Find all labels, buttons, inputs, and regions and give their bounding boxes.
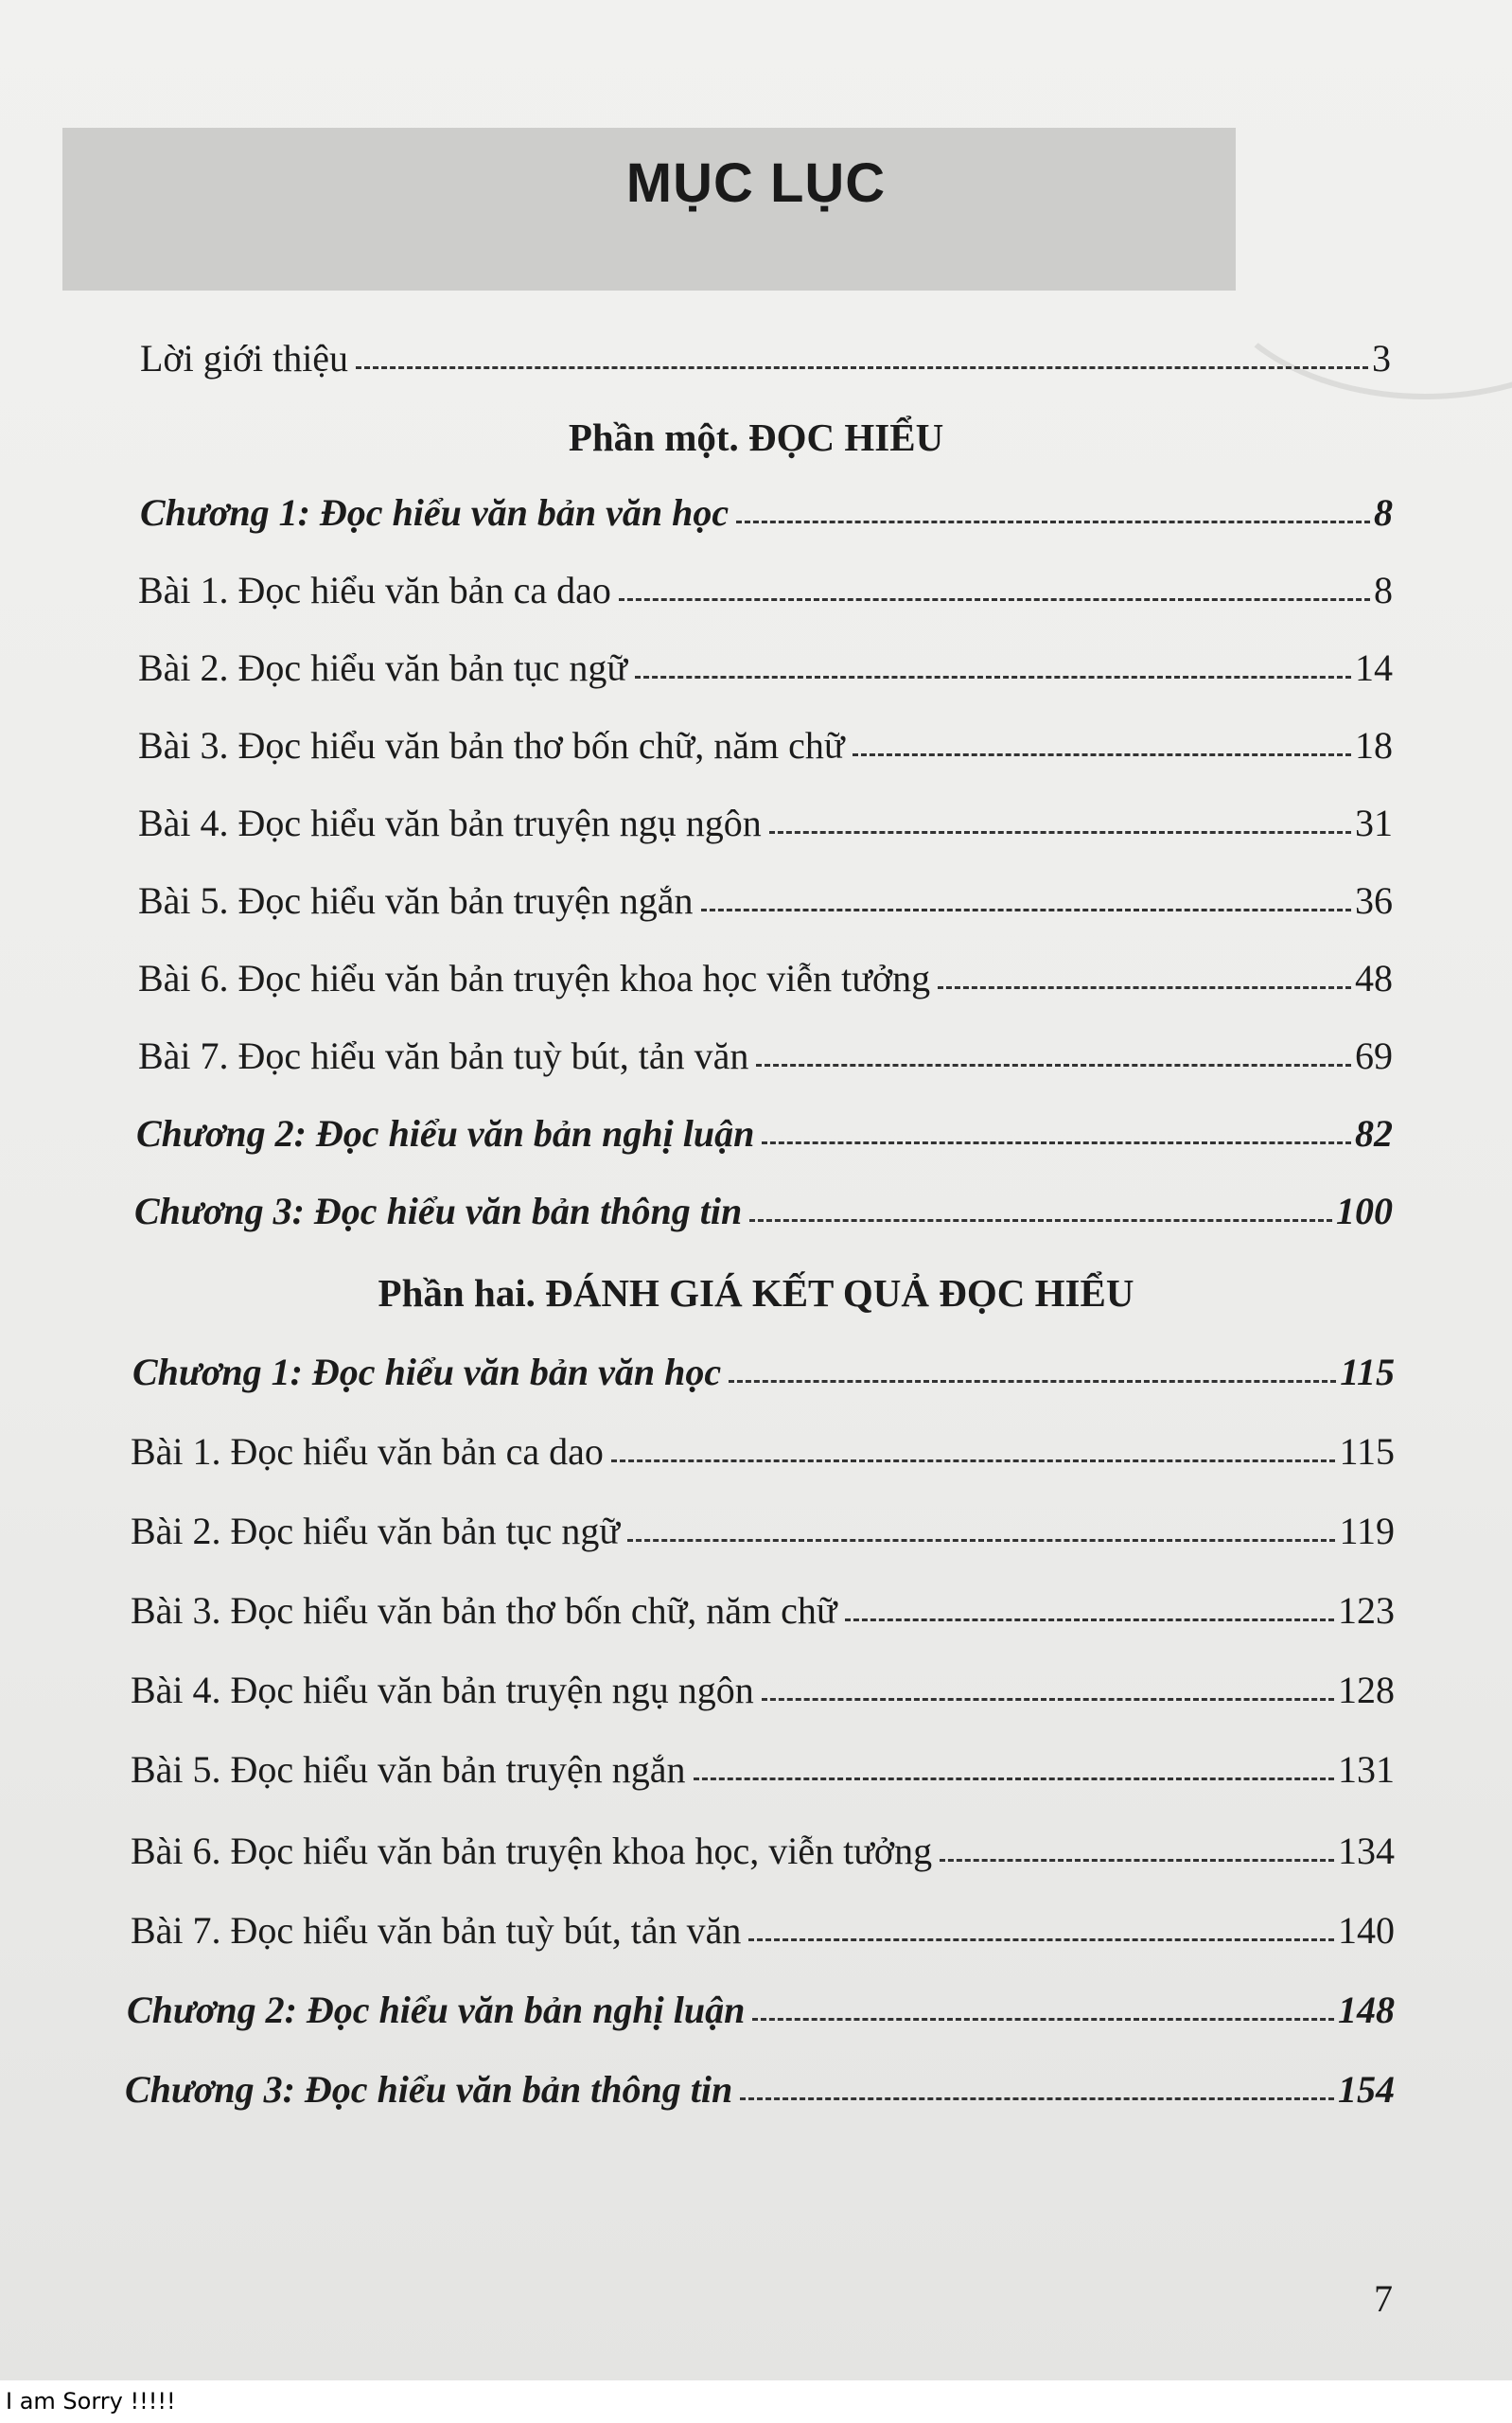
- toc-entry-page: 128: [1338, 1669, 1395, 1711]
- toc-entry-label: Chương 3: Đọc hiểu văn bản thông tin: [125, 2068, 733, 2111]
- toc-entry-page: 123: [1338, 1589, 1395, 1632]
- toc-lesson-entry: [138, 646, 1393, 690]
- toc-entry-label: Chương 1: Đọc hiểu văn bản văn học: [132, 1351, 722, 1393]
- toc-lesson-entry: [138, 956, 1393, 1000]
- toc-entry-page: 131: [1338, 1748, 1395, 1791]
- toc-entry-page: 14: [1355, 646, 1393, 689]
- leader-dashes: [749, 1215, 1332, 1222]
- toc-entry-label: Bài 5. Đọc hiểu văn bản truyện ngắn: [131, 1748, 686, 1791]
- leader-dashes: [762, 1694, 1334, 1701]
- toc-chapter-entry: [125, 2067, 1395, 2112]
- leader-dashes: [940, 1855, 1334, 1862]
- toc-entry-page: 115: [1340, 1351, 1395, 1393]
- leader-dashes: [853, 750, 1351, 756]
- leader-dashes: [619, 594, 1370, 601]
- leader-dashes: [752, 2014, 1334, 2021]
- leader-dashes: [635, 672, 1351, 679]
- toc-entry-page: 140: [1338, 1909, 1395, 1952]
- toc-entry-page: 31: [1355, 802, 1393, 844]
- toc-lesson-entry: [138, 878, 1393, 923]
- toc-entry-label: Bài 2. Đọc hiểu văn bản tục ngữ: [131, 1510, 621, 1552]
- toc-entry-label: Bài 1. Đọc hiểu văn bản ca dao: [138, 569, 611, 611]
- toc-chapter-entry: [132, 1350, 1395, 1394]
- toc-entry-page: 8: [1374, 491, 1393, 534]
- leader-dashes: [748, 1935, 1334, 1941]
- toc-lesson-entry: [131, 1509, 1395, 1553]
- toc-entry-label: Chương 3: Đọc hiểu văn bản thông tin: [134, 1190, 743, 1232]
- toc-entry-label: Bài 6. Đọc hiểu văn bản truyện khoa học viễn tưởng: [138, 957, 931, 999]
- toc-entry-label: Bài 5. Đọc hiểu văn bản truyện ngắn: [138, 879, 694, 922]
- leader-dashes: [845, 1615, 1334, 1621]
- toc-entry-page: 36: [1355, 879, 1393, 922]
- toc-lesson-entry: [131, 1668, 1395, 1712]
- toc-chapter-entry: [134, 1189, 1393, 1233]
- toc-lesson-entry: [131, 1908, 1395, 1953]
- toc-entry-page: 148: [1338, 1989, 1395, 2031]
- toc-lesson-entry: [138, 801, 1393, 845]
- toc-entry-page: 69: [1355, 1035, 1393, 1077]
- toc-lesson-entry: [138, 723, 1393, 768]
- toc-entry-page: 48: [1355, 957, 1393, 999]
- toc-entry-label: Bài 4. Đọc hiểu văn bản truyện ngụ ngôn: [138, 802, 762, 844]
- toc-entry-label: Chương 2: Đọc hiểu văn bản nghị luận: [136, 1112, 755, 1155]
- part-two-heading: Phần hai. ĐÁNH GIÁ KẾT QUẢ ĐỌC HIỂU: [378, 1271, 1134, 1315]
- leader-dashes: [740, 2094, 1334, 2100]
- toc-entry-page: 154: [1338, 2068, 1395, 2111]
- leader-dashes: [769, 827, 1351, 834]
- leader-dashes: [938, 982, 1351, 989]
- leader-dashes: [756, 1060, 1351, 1067]
- toc-chapter-entry: [136, 1111, 1393, 1156]
- toc-entry-label: Bài 7. Đọc hiểu văn bản tuỳ bút, tản văn: [138, 1035, 749, 1077]
- page-title: MỤC LỤC: [625, 152, 887, 214]
- toc-lesson-entry: [131, 1588, 1395, 1633]
- toc-entry-page: 82: [1355, 1112, 1393, 1155]
- page-number: 7: [1374, 2277, 1393, 2320]
- leader-dashes: [736, 517, 1370, 523]
- toc-entry-label: Chương 2: Đọc hiểu văn bản nghị luận: [127, 1989, 746, 2031]
- leader-dashes: [356, 363, 1368, 369]
- toc-lesson-entry: [131, 1829, 1395, 1873]
- toc-entry-label: Bài 6. Đọc hiểu văn bản truyện khoa học, viễn tưởng: [131, 1830, 933, 1872]
- toc-entry-intro: [140, 336, 1391, 380]
- leader-dashes: [627, 1535, 1335, 1542]
- leader-dashes: [611, 1456, 1336, 1462]
- toc-lesson-entry: [138, 568, 1393, 612]
- toc-entry-label: Bài 7. Đọc hiểu văn bản tuỳ bút, tản văn: [131, 1909, 742, 1952]
- toc-entry-label: Bài 3. Đọc hiểu văn bản thơ bốn chữ, năm chữ: [138, 724, 845, 767]
- toc-entry-label: Bài 4. Đọc hiểu văn bản truyện ngụ ngôn: [131, 1669, 754, 1711]
- toc-entry-page: 115: [1339, 1430, 1395, 1473]
- toc-chapter-entry: [140, 490, 1393, 535]
- toc-entry-page: 8: [1374, 569, 1393, 611]
- toc-entry-label: Bài 1. Đọc hiểu văn bản ca dao: [131, 1430, 604, 1473]
- leader-dashes: [701, 905, 1351, 911]
- toc-entry-label: Bài 3. Đọc hiểu văn bản thơ bốn chữ, năm chữ: [131, 1589, 837, 1632]
- leader-dashes: [762, 1138, 1351, 1144]
- toc-entry-label: Lời giới thiệu: [140, 337, 349, 380]
- caption-bar: I am Sorry !!!!!: [0, 2380, 1512, 2423]
- toc-entry-page: 119: [1339, 1510, 1395, 1552]
- toc-entry-page: 100: [1336, 1190, 1393, 1232]
- toc-entry-page: 18: [1355, 724, 1393, 767]
- toc-entry-label: Chương 1: Đọc hiểu văn bản văn học: [140, 491, 730, 534]
- toc-lesson-entry: [138, 1034, 1393, 1078]
- leader-dashes: [729, 1376, 1336, 1383]
- toc-entry-page: 134: [1338, 1830, 1395, 1872]
- toc-lesson-entry: [131, 1429, 1395, 1474]
- toc-lesson-entry: [131, 1747, 1395, 1792]
- toc-chapter-entry: [127, 1988, 1395, 2032]
- toc-entry-page: 3: [1372, 337, 1391, 380]
- part-one-heading: Phần một. ĐỌC HIỂU: [568, 416, 944, 459]
- toc-entry-label: Bài 2. Đọc hiểu văn bản tục ngữ: [138, 646, 628, 689]
- leader-dashes: [694, 1774, 1334, 1780]
